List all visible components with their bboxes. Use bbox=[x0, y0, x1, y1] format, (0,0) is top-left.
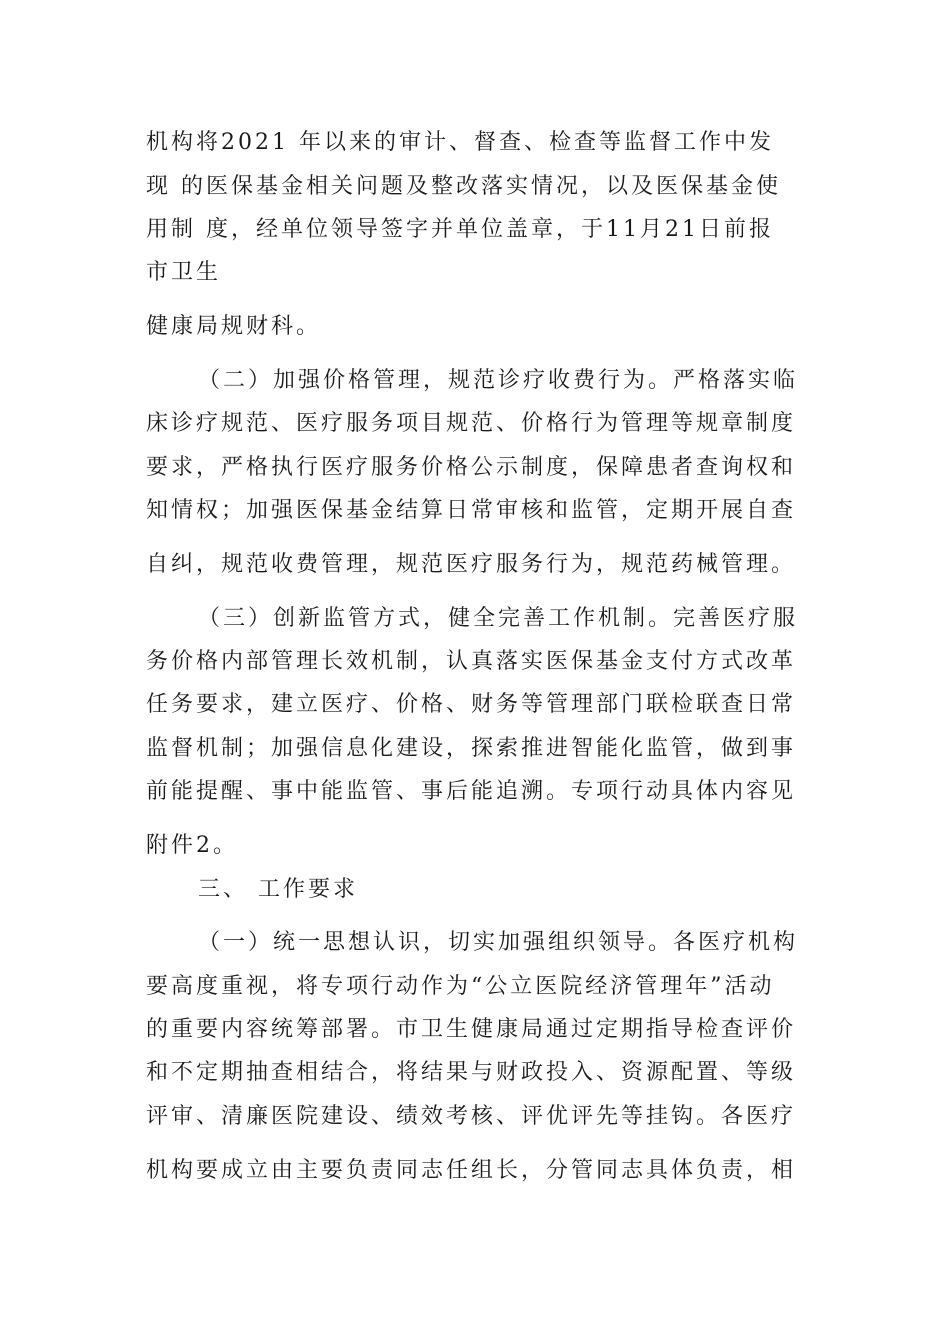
text-line: 自纠，规范收费管理，规范医疗服务行为，规范药械管理。 bbox=[146, 552, 797, 577]
text-line: 机构要成立由主要负责同志任组长，分管同志具体负责，相 bbox=[146, 1158, 797, 1183]
text-line: 要高度重视，将专项行动作为“公立医院经济管理年”活动 bbox=[146, 974, 775, 999]
text-line: 和不定期抽查相结合，将结果与财政投入、资源配置、等级 bbox=[146, 1060, 797, 1085]
text-line: 机构将2021 年以来的审计、督查、检查等监督工作中发 bbox=[146, 130, 774, 155]
paragraph-start-line: （三）创新监管方式，健全完善工作机制。完善医疗服 bbox=[198, 606, 799, 631]
text-line: 评审、清廉医院建设、绩效考核、评优评先等挂钩。各医疗 bbox=[146, 1104, 797, 1129]
text-line: 监督机制；加强信息化建设，探索推进智能化监管，做到事 bbox=[146, 736, 797, 761]
paragraph-start-line: （二）加强价格管理，规范诊疗收费行为。严格落实临 bbox=[198, 368, 799, 393]
text-line: 务价格内部管理长效机制，认真落实医保基金支付方式改革 bbox=[146, 649, 797, 674]
paragraph-start-line: （一）统一思想认识，切实加强组织领导。各医疗机构 bbox=[198, 930, 799, 955]
text-line: 附件2。 bbox=[146, 833, 238, 858]
text-line: 前能提醒、事中能监管、事后能追溯。专项行动具体内容见 bbox=[146, 779, 797, 804]
text-line: 现 的医保基金相关问题及整改落实情况，以及医保基金使 bbox=[146, 174, 781, 199]
text-line: 市卫生 bbox=[146, 260, 222, 285]
text-line: 要求，严格执行医疗服务价格公示制度，保障患者查询权和 bbox=[146, 455, 797, 480]
text-line: 用制 度，经单位领导签字并单位盖章，于11月21日前报 bbox=[146, 217, 774, 242]
text-line: 健康局规财科。 bbox=[146, 314, 322, 339]
text-line: 知情权；加强医保基金结算日常审核和监管，定期开展自查 bbox=[146, 498, 797, 523]
section-heading: 三、 工作要求 bbox=[198, 877, 358, 902]
text-line: 床诊疗规范、医疗服务项目规范、价格行为管理等规章制度 bbox=[146, 411, 797, 436]
text-line: 的重要内容统筹部署。市卫生健康局通过定期指导检查评价 bbox=[146, 1017, 797, 1042]
text-line: 任务要求，建立医疗、价格、财务等管理部门联检联查日常 bbox=[146, 692, 797, 717]
